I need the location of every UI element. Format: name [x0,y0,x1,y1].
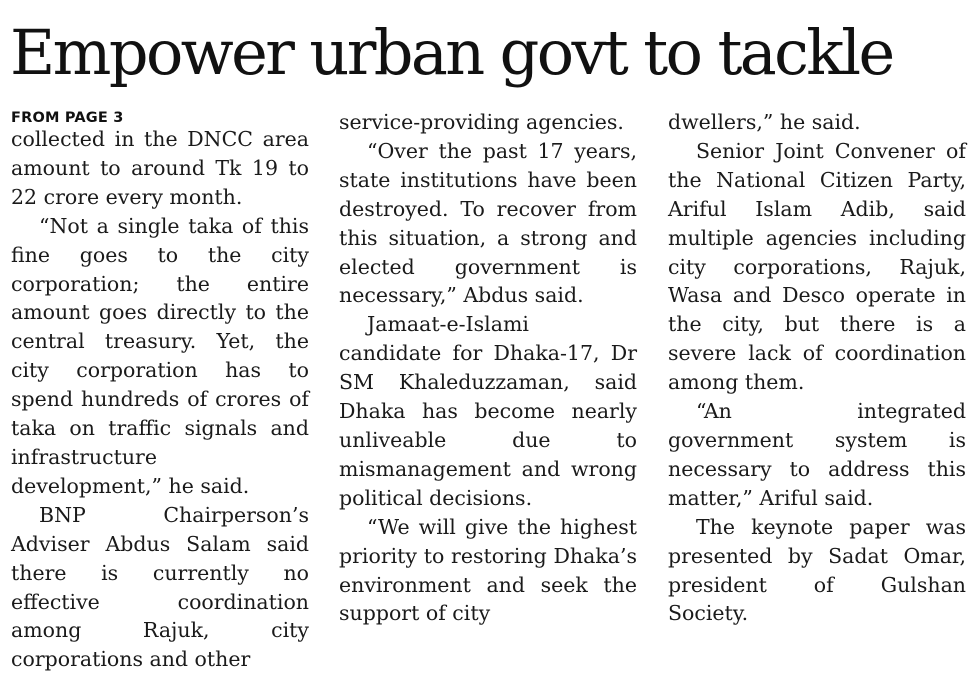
headline: Empower urban govt to tackle [10,16,893,89]
paragraph: collected in the DNCC area amount to around Tk 19 to 22 crore every month. [11,127,309,209]
article-column-2 [339,108,637,628]
paragraph: dwellers,” he said. [668,110,861,134]
jump-label: FROM PAGE 3 [11,110,124,126]
article-column-3 [668,108,966,628]
paragraph: Jamaat-e-Islami candidate for Dhaka-17, Dr SM Khaleduzzaman, said Dhaka has become nearly unliveable due to mismanagement and wrong political decisions. [339,312,637,510]
paragraph: The keynote paper was presented by Sadat Omar, president of Gulshan Society. [668,514,966,626]
paragraph: BNP Chairperson’s Adviser Abdus Salam said there is currently no effective coordination among Rajuk, city corporations and other [11,502,309,672]
article-column-1 [11,108,309,674]
paragraph: “Over the past 17 years, state institutions have been destroyed. To recover from this situation, a strong and elected government is necessary,” Abdus said. [339,138,637,308]
paragraph: Senior Joint Convener of the National Citizen Party, Ariful Islam Adib, said multiple agencies including city corporations, Rajuk, Wasa and Desco operate in the city, but there is a severe lack of coordination among them. [668,138,966,395]
paragraph: “An integrated government system is necessary to address this matter,” Ariful said. [668,399,966,510]
paragraph: “Not a single taka of this fine goes to the city corporation; the entire amount goes directly to the central treasury. Yet, the city corporation has to spend hundreds of crores of taka on traffic signals and infrastructure development,” he said. [11,213,309,498]
paragraph: service-providing agencies. [339,110,624,134]
paragraph: “We will give the highest priority to restoring Dhaka’s environment and seek the support of city [339,514,637,626]
